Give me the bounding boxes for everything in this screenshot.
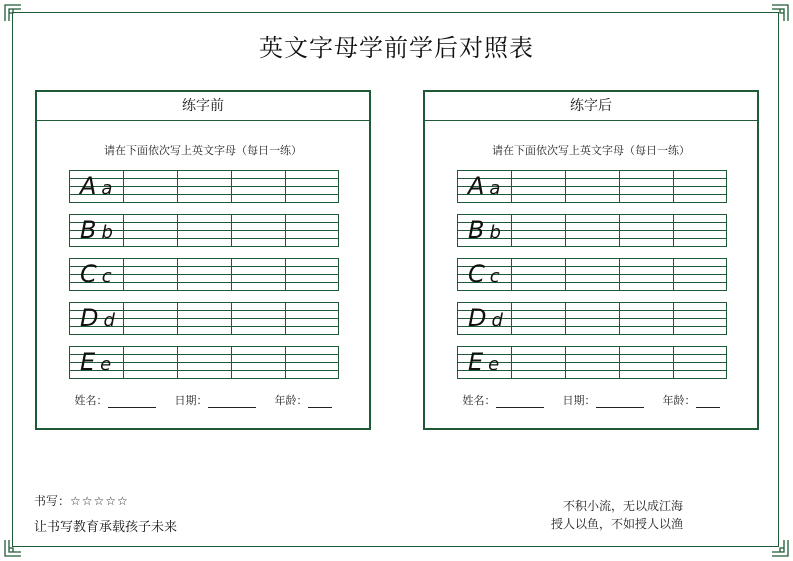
letter-pair: D d [80, 304, 115, 332]
proverb-line: 授人以鱼，不如授人以渔 [550, 517, 683, 531]
corner-ornament-top-left [4, 4, 22, 22]
age-field[interactable] [308, 395, 332, 408]
practice-row[interactable] [457, 258, 727, 291]
panel-instruction: 请在下面依次写上英文字母（每日一练） [492, 144, 690, 157]
panel-heading: 练字后 [425, 92, 757, 121]
panel-after [423, 90, 759, 430]
practice-row[interactable] [69, 170, 339, 203]
page-title: 英文字母学前学后对照表 [259, 34, 534, 62]
practice-row[interactable] [457, 214, 727, 247]
corner-ornament-bottom-left [4, 539, 22, 557]
letter-pair: D d [468, 304, 503, 332]
info-fields [37, 392, 369, 408]
date-label: 日期： [562, 394, 596, 407]
age-label: 年龄： [274, 394, 308, 407]
corner-ornament-bottom-right [771, 539, 789, 557]
star-rating[interactable]: ☆☆☆☆☆ [70, 494, 129, 508]
date-field[interactable] [208, 395, 256, 408]
practice-row[interactable] [69, 346, 339, 379]
writing-rating [34, 492, 129, 509]
practice-row[interactable] [457, 302, 727, 335]
name-field[interactable] [496, 395, 544, 408]
letter-pair: B b [468, 216, 501, 244]
practice-row[interactable] [69, 258, 339, 291]
letter-pair: E e [80, 348, 112, 376]
panel-before [35, 90, 371, 430]
name-label: 姓名： [74, 394, 108, 407]
age-field[interactable] [696, 395, 720, 408]
practice-row[interactable] [69, 302, 339, 335]
letter-pair: A a [468, 172, 501, 200]
panel-instruction: 请在下面依次写上英文字母（每日一练） [104, 144, 302, 157]
letter-pair: A a [80, 172, 113, 200]
slogan: 让书写教育承载孩子未来 [34, 520, 178, 535]
letter-pair: C c [80, 260, 112, 288]
proverb-line: 不积小流，无以成江海 [562, 499, 683, 513]
practice-row[interactable] [457, 170, 727, 203]
panel-heading: 练字前 [37, 92, 369, 121]
writing-label: 书写： [34, 494, 71, 508]
letter-pair: C c [468, 260, 500, 288]
info-fields [425, 392, 757, 408]
corner-ornament-top-right [771, 4, 789, 22]
name-label: 姓名： [462, 394, 496, 407]
age-label: 年龄： [662, 394, 696, 407]
name-field[interactable] [108, 395, 156, 408]
letter-pair: B b [80, 216, 113, 244]
proverb [551, 497, 683, 533]
letter-pair: E e [468, 348, 500, 376]
date-field[interactable] [596, 395, 644, 408]
practice-row[interactable] [69, 214, 339, 247]
date-label: 日期： [174, 394, 208, 407]
practice-row[interactable] [457, 346, 727, 379]
